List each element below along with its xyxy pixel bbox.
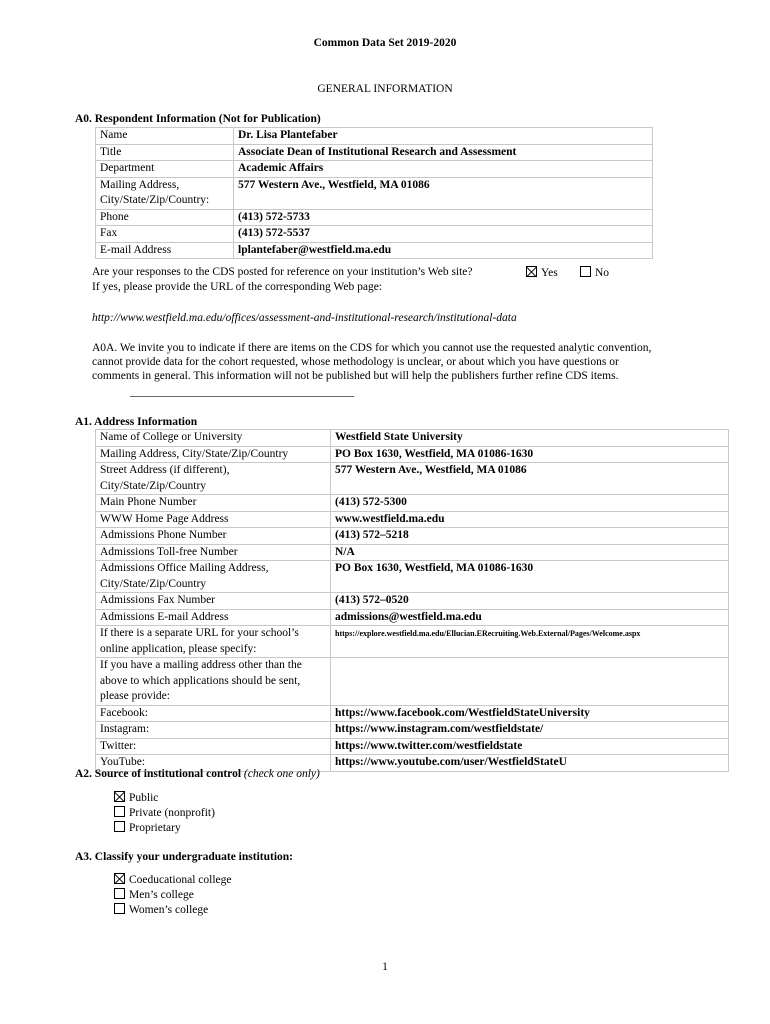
label-line: Street Address (if different), [100, 464, 230, 476]
label-line: City/State/Zip/Country: [100, 194, 210, 206]
table-row [96, 128, 653, 145]
coed-checkbox[interactable] [114, 873, 125, 884]
row-value: www.westfield.ma.edu [331, 511, 729, 528]
row-label: YouTube: [96, 755, 331, 772]
label-line: If you have a mailing address other than the [100, 659, 302, 671]
row-value: https://www.facebook.com/WestfieldStateUniversity [331, 705, 729, 722]
cds-web-question: Are your responses to the CDS posted for reference on your institution’s Web site? [92, 266, 473, 278]
a0a-text-line: A0A. We invite you to indicate if there are items on the CDS for which you cannot use the requested analytic convention, [92, 342, 652, 354]
row-value: N/A [331, 544, 729, 561]
row-value: https://www.youtube.com/user/WestfieldStateU [331, 755, 729, 772]
row-value: https://explore.westfield.ma.edu/Ellucian.ERecruiting.Web.External/Pages/Welcome.aspx [331, 626, 729, 658]
row-value: (413) 572-5537 [234, 226, 653, 243]
row-label: Fax [96, 226, 234, 243]
table-row [96, 446, 729, 463]
label-line: above to which applications should be sent, [100, 674, 301, 687]
label-line: Admissions Office Mailing Address, [100, 562, 269, 574]
row-label: Admissions E-mail Address [96, 609, 331, 626]
label-line: If there is a separate URL for your school’s [100, 627, 299, 639]
row-label: E-mail Address [96, 242, 234, 259]
option-label: Private (nonprofit) [129, 807, 215, 819]
control-option-public[interactable] [114, 791, 158, 806]
table-row [96, 430, 729, 447]
private-checkbox[interactable] [114, 806, 125, 817]
table-row [96, 738, 729, 755]
table-row [96, 209, 653, 226]
table-row [96, 593, 729, 610]
yes-option[interactable] [526, 266, 558, 279]
table-row [96, 242, 653, 259]
row-label: Admissions Phone Number [96, 528, 331, 545]
a3-heading: A3. Classify your undergraduate institution: [75, 851, 293, 863]
row-value: Westfield State University [331, 430, 729, 447]
no-label: No [595, 267, 610, 279]
row-label [96, 177, 234, 209]
page-number: 1 [382, 961, 388, 973]
row-label: Mailing Address, City/State/Zip/Country [96, 446, 331, 463]
table-row [96, 161, 653, 178]
row-value [331, 658, 729, 706]
table-row [96, 226, 653, 243]
section-title: GENERAL INFORMATION [317, 83, 453, 95]
table-row [96, 658, 729, 706]
a2-heading-note: (check one only) [243, 768, 320, 780]
row-value: 577 Western Ave., Westfield, MA 01086 [234, 177, 653, 209]
row-label: Admissions Fax Number [96, 593, 331, 610]
label-line: Mailing Address, [100, 178, 180, 191]
label-line: please provide: [100, 690, 170, 702]
yes-checkbox[interactable] [526, 266, 537, 277]
row-value: https://www.instagram.com/westfieldstate/ [331, 722, 729, 739]
label-line: City/State/Zip/Country [100, 577, 207, 590]
url-prompt: If yes, please provide the URL of the corresponding Web page: [92, 281, 382, 293]
row-value: PO Box 1630, Westfield, MA 01086-1630 [331, 561, 729, 593]
row-label [96, 658, 331, 706]
respondent-table [95, 127, 653, 259]
address-table [95, 429, 729, 772]
table-row [96, 144, 653, 161]
row-label: Phone [96, 209, 234, 226]
classify-option-coed[interactable] [114, 873, 232, 888]
document-title: Common Data Set 2019-2020 [313, 37, 457, 49]
table-row [96, 705, 729, 722]
proprietary-checkbox[interactable] [114, 821, 125, 832]
row-label: Name of College or University [96, 430, 331, 447]
row-label: Instagram: [96, 722, 331, 739]
classify-option-womens[interactable] [114, 903, 208, 918]
row-label: Facebook: [96, 705, 331, 722]
a2-heading [75, 768, 320, 780]
option-label: Men’s college [129, 889, 194, 901]
comment-blank-line[interactable]: _______________________________________ [130, 386, 355, 398]
row-value: (413) 572–0520 [331, 593, 729, 610]
row-label [96, 626, 331, 658]
a1-heading: A1. Address Information [75, 416, 198, 428]
row-value: PO Box 1630, Westfield, MA 01086-1630 [331, 446, 729, 463]
label-line: City/State/Zip/Country [100, 479, 207, 492]
row-label: Twitter: [96, 738, 331, 755]
row-label: Main Phone Number [96, 495, 331, 512]
option-label: Proprietary [129, 822, 181, 834]
row-value: https://www.twitter.com/westfieldstate [331, 738, 729, 755]
yes-label: Yes [541, 267, 558, 279]
mens-checkbox[interactable] [114, 888, 125, 899]
table-row [96, 561, 729, 593]
cds-url[interactable]: http://www.westfield.ma.edu/offices/assessment-and-institutional-research/institutional-data [92, 312, 517, 324]
table-row [96, 626, 729, 658]
row-value: Associate Dean of Institutional Research and Assessment [234, 144, 653, 161]
option-label: Public [129, 792, 159, 804]
row-value: 577 Western Ave., Westfield, MA 01086 [331, 463, 729, 495]
row-label: WWW Home Page Address [96, 511, 331, 528]
table-row [96, 177, 653, 209]
row-value: (413) 572–5218 [331, 528, 729, 545]
row-label: Name [96, 128, 234, 145]
no-option[interactable] [580, 266, 609, 279]
row-label [96, 561, 331, 593]
no-checkbox[interactable] [580, 266, 591, 277]
row-value: (413) 572-5300 [331, 495, 729, 512]
row-label [96, 463, 331, 495]
table-row [96, 495, 729, 512]
row-label: Title [96, 144, 234, 161]
label-line: online application, please specify: [100, 642, 257, 655]
control-option-proprietary[interactable] [114, 821, 181, 836]
a2-heading-text: A2. Source of institutional control [75, 768, 242, 780]
table-row [96, 544, 729, 561]
a0a-text-line: cannot provide data for the cohort requested, whose methodology is unclear, or about which you have questions or [92, 356, 619, 368]
option-label: Coeducational college [129, 874, 232, 886]
row-label: Admissions Toll-free Number [96, 544, 331, 561]
row-value: (413) 572-5733 [234, 209, 653, 226]
row-value: Dr. Lisa Plantefaber [234, 128, 653, 145]
a0a-text-line: comments in general. This information will not be published but will help the publishers further refine CDS items. [92, 370, 619, 382]
row-value: lplantefaber@westfield.ma.edu [234, 242, 653, 259]
table-row [96, 511, 729, 528]
womens-checkbox[interactable] [114, 903, 125, 914]
table-row [96, 722, 729, 739]
option-label: Women’s college [129, 904, 209, 916]
classify-option-mens[interactable] [114, 888, 194, 903]
table-row [96, 528, 729, 545]
table-row [96, 463, 729, 495]
table-row [96, 609, 729, 626]
public-checkbox[interactable] [114, 791, 125, 802]
row-value: admissions@westfield.ma.edu [331, 609, 729, 626]
row-value: Academic Affairs [234, 161, 653, 178]
a0-heading: A0. Respondent Information (Not for Publication) [75, 113, 321, 125]
control-option-private[interactable] [114, 806, 215, 821]
row-label: Department [96, 161, 234, 178]
